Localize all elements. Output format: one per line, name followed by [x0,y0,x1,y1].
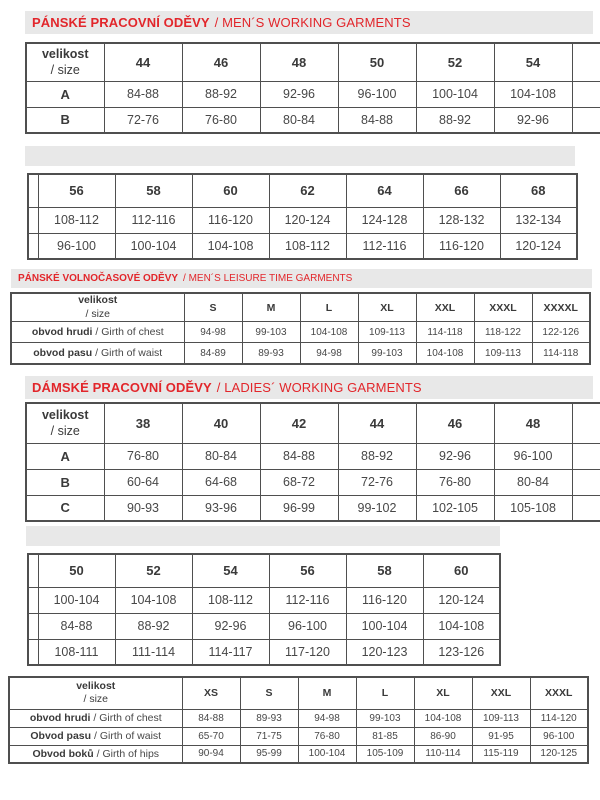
size-range-cell: 105-108 [494,495,572,521]
size-column-header: 52 [115,554,192,587]
size-range-cell: 72-76 [104,107,182,133]
section-title-english: / MEN´S WORKING GARMENTS [214,15,411,30]
clipped-column [572,107,600,133]
size-range-cell: 100-104 [115,233,192,259]
clipped-column [572,443,600,469]
clipped-label-column [28,554,38,587]
size-range-cell: 76-80 [416,469,494,495]
size-range-cell: 102-105 [416,495,494,521]
size-range-cell: 90-94 [182,745,240,763]
measurement-label-czech: Obvod pasu [30,730,92,742]
row-label-measurement [9,745,182,763]
ladies-working-sizes-table-50-60-grid [27,553,501,666]
size-range-cell: 96-100 [530,727,588,745]
corner-label-english: / size [50,424,80,439]
size-range-cell: 64-68 [182,469,260,495]
clipped-label-column [28,207,38,233]
size-column-header: 54 [192,554,269,587]
size-column-header: 46 [416,403,494,443]
size-range-cell: 114-118 [532,343,590,364]
corner-cell-velikost-size [9,677,182,709]
corner-label-czech: velikost [41,408,89,422]
corner-label-english: / size [50,63,80,78]
size-column-header: 56 [38,174,115,207]
row-label-measurement [9,727,182,745]
size-range-cell: 104-108 [416,343,474,364]
row-label: A [26,81,104,107]
size-range-cell: 96-100 [269,613,346,639]
mens-working-sizes-table-44-54 [25,42,600,134]
size-range-cell: 84-88 [182,709,240,727]
row-label-measurement [11,322,184,343]
size-range-cell: 84-88 [104,81,182,107]
size-range-cell: 84-89 [184,343,242,364]
section-header-mens-leisure [11,269,592,288]
size-range-cell: 76-80 [298,727,356,745]
size-range-cell: 104-108 [300,322,358,343]
size-column-header: 62 [269,174,346,207]
measurement-label-english: / Girth of chest [92,326,164,339]
section-title-czech: PÁNSKÉ VOLNOČASOVÉ ODĚVY [18,273,179,284]
size-column-header: 58 [346,554,423,587]
measurement-label-english: / Girth of chest [90,712,162,724]
size-range-cell: 108-112 [269,233,346,259]
size-range-cell: 94-98 [300,343,358,364]
size-range-cell: 84-88 [260,443,338,469]
size-column-header: 44 [104,43,182,81]
size-column-header: XXL [472,677,530,709]
size-range-cell: 117-120 [269,639,346,665]
size-range-cell: 81-85 [356,727,414,745]
size-range-cell: 108-112 [38,207,115,233]
measurement-label-english: / Girth of hips [93,747,160,760]
size-range-cell: 120-123 [346,639,423,665]
row-label: B [26,107,104,133]
size-range-cell: 115-119 [472,745,530,763]
size-range-cell: 99-103 [242,322,300,343]
size-column-header: 42 [260,403,338,443]
size-range-cell: 96-100 [38,233,115,259]
size-range-cell: 99-102 [338,495,416,521]
size-column-header: 64 [346,174,423,207]
size-range-cell: 118-122 [474,322,532,343]
size-column-header: 48 [260,43,338,81]
size-range-cell: 114-120 [530,709,588,727]
ladies-working-sizes-table-50-60 [27,553,507,666]
corner-cell-velikost-size [11,293,184,322]
size-column-header: 50 [338,43,416,81]
size-range-cell: 80-84 [182,443,260,469]
size-range-cell: 84-88 [338,107,416,133]
section-title-english: / LADIES´ WORKING GARMENTS [216,380,422,395]
size-range-cell: 99-103 [356,709,414,727]
size-column-header: XXL [416,293,474,322]
size-range-cell: 110-114 [414,745,472,763]
measurement-label-czech: obvod pasu [33,347,93,360]
measurement-label-english: / Girth of waist [91,730,162,742]
size-range-cell: 96-99 [260,495,338,521]
size-range-cell: 109-113 [358,322,416,343]
divider-band-ladies [26,526,500,546]
size-range-cell: 71-75 [240,727,298,745]
size-range-cell: 92-96 [494,107,572,133]
size-column-header: 60 [423,554,500,587]
size-range-cell: 99-103 [358,343,416,364]
size-range-cell: 89-93 [240,709,298,727]
clipped-column [572,43,600,81]
row-label: A [26,443,104,469]
size-range-cell: 92-96 [260,81,338,107]
size-column-header: 44 [338,403,416,443]
section-header-mens-working [25,11,593,34]
size-range-cell: 100-104 [38,587,115,613]
size-column-header: L [356,677,414,709]
ladies-leisure-sizes-table [8,676,593,764]
size-column-header: 56 [269,554,346,587]
corner-label-czech: velikost [76,679,116,692]
corner-label-english: / size [85,307,110,320]
size-range-cell: 120-124 [269,207,346,233]
size-column-header: M [298,677,356,709]
corner-cell-velikost-size [26,403,104,443]
size-range-cell: 96-100 [494,443,572,469]
size-column-header: XL [414,677,472,709]
size-column-header: 66 [423,174,500,207]
corner-label-czech: velikost [78,294,118,306]
ladies-working-sizes-table-38-48 [25,402,600,522]
size-column-header: XXXL [474,293,532,322]
size-column-header: XXXXL [532,293,590,322]
size-range-cell: 122-126 [532,322,590,343]
size-column-header: XS [182,677,240,709]
size-range-cell: 116-120 [192,207,269,233]
size-range-cell: 104-108 [494,81,572,107]
size-column-header: 54 [494,43,572,81]
clipped-column [572,81,600,107]
corner-label-english: / size [83,693,108,706]
size-range-cell: 120-125 [530,745,588,763]
mens-leisure-sizes-table-grid [10,292,591,365]
measurement-label-czech: obvod hrudi [29,712,91,724]
size-range-cell: 96-100 [338,81,416,107]
row-label-measurement [9,709,182,727]
mens-working-sizes-table-56-68-grid [27,173,578,260]
size-range-cell: 86-90 [414,727,472,745]
size-range-cell: 95-99 [240,745,298,763]
ladies-leisure-sizes-table-grid [8,676,589,764]
measurement-label-czech: obvod hrudi [31,326,93,339]
size-range-cell: 100-104 [298,745,356,763]
size-range-cell: 76-80 [182,107,260,133]
clipped-label-column [28,639,38,665]
size-range-cell: 112-116 [269,587,346,613]
row-label: C [26,495,104,521]
measurement-label-english: / Girth of waist [92,347,163,360]
section-title-english: / MEN´S LEISURE TIME GARMENTS [183,273,353,284]
clipped-column [572,403,600,443]
clipped-label-column [28,613,38,639]
divider-band-mens [25,146,575,166]
size-column-header: S [184,293,242,322]
size-range-cell: 94-98 [298,709,356,727]
size-column-header: L [300,293,358,322]
size-range-cell: 80-84 [260,107,338,133]
size-range-cell: 108-111 [38,639,115,665]
size-column-header: 50 [38,554,115,587]
size-range-cell: 116-120 [346,587,423,613]
size-range-cell: 94-98 [184,322,242,343]
measurement-label-czech: Obvod boků [32,747,94,760]
size-column-header: 58 [115,174,192,207]
size-range-cell: 124-128 [346,207,423,233]
size-column-header: 48 [494,403,572,443]
size-range-cell: 114-118 [416,322,474,343]
size-range-cell: 90-93 [104,495,182,521]
size-range-cell: 104-108 [115,587,192,613]
size-range-cell: 100-104 [416,81,494,107]
mens-working-sizes-table-44-54-grid [25,42,600,134]
size-range-cell: 120-124 [423,587,500,613]
size-column-header: 60 [192,174,269,207]
size-range-cell: 123-126 [423,639,500,665]
size-range-cell: 109-113 [472,709,530,727]
section-title-czech: DÁMSKÉ PRACOVNÍ ODĚVY [32,380,212,395]
clipped-column [572,495,600,521]
size-range-cell: 65-70 [182,727,240,745]
size-range-cell: 116-120 [423,233,500,259]
size-range-cell: 128-132 [423,207,500,233]
corner-label-czech: velikost [41,47,89,61]
mens-working-sizes-table-56-68 [27,173,587,260]
size-range-cell: 84-88 [38,613,115,639]
size-range-cell: 132-134 [500,207,577,233]
size-range-cell: 111-114 [115,639,192,665]
size-range-cell: 104-108 [423,613,500,639]
corner-cell-velikost-size [26,43,104,81]
size-range-cell: 68-72 [260,469,338,495]
section-title-czech: PÁNSKÉ PRACOVNÍ ODĚVY [32,15,210,30]
size-range-cell: 72-76 [338,469,416,495]
clipped-label-column [28,174,38,207]
size-column-header: S [240,677,298,709]
size-range-cell: 108-112 [192,587,269,613]
size-range-cell: 100-104 [346,613,423,639]
size-column-header: XL [358,293,416,322]
size-range-cell: 88-92 [182,81,260,107]
size-range-cell: 89-93 [242,343,300,364]
row-label: B [26,469,104,495]
size-range-cell: 114-117 [192,639,269,665]
section-header-ladies-working [25,376,593,399]
size-column-header: 40 [182,403,260,443]
size-range-cell: 60-64 [104,469,182,495]
clipped-column [572,469,600,495]
size-range-cell: 104-108 [192,233,269,259]
size-range-cell: 88-92 [338,443,416,469]
size-range-cell: 105-109 [356,745,414,763]
size-column-header: XXXL [530,677,588,709]
size-range-cell: 93-96 [182,495,260,521]
size-range-cell: 92-96 [416,443,494,469]
size-range-cell: 112-116 [346,233,423,259]
size-range-cell: 92-96 [192,613,269,639]
row-label-measurement [11,343,184,364]
clipped-label-column [28,587,38,613]
ladies-working-sizes-table-38-48-grid [25,402,600,522]
size-range-cell: 112-116 [115,207,192,233]
size-range-cell: 91-95 [472,727,530,745]
size-range-cell: 76-80 [104,443,182,469]
size-range-cell: 88-92 [416,107,494,133]
size-range-cell: 104-108 [414,709,472,727]
size-column-header: 46 [182,43,260,81]
size-range-cell: 80-84 [494,469,572,495]
size-column-header: 68 [500,174,577,207]
size-range-cell: 109-113 [474,343,532,364]
size-range-cell: 88-92 [115,613,192,639]
size-column-header: 52 [416,43,494,81]
size-column-header: M [242,293,300,322]
size-range-cell: 120-124 [500,233,577,259]
size-column-header: 38 [104,403,182,443]
clipped-label-column [28,233,38,259]
mens-leisure-sizes-table [10,292,595,365]
